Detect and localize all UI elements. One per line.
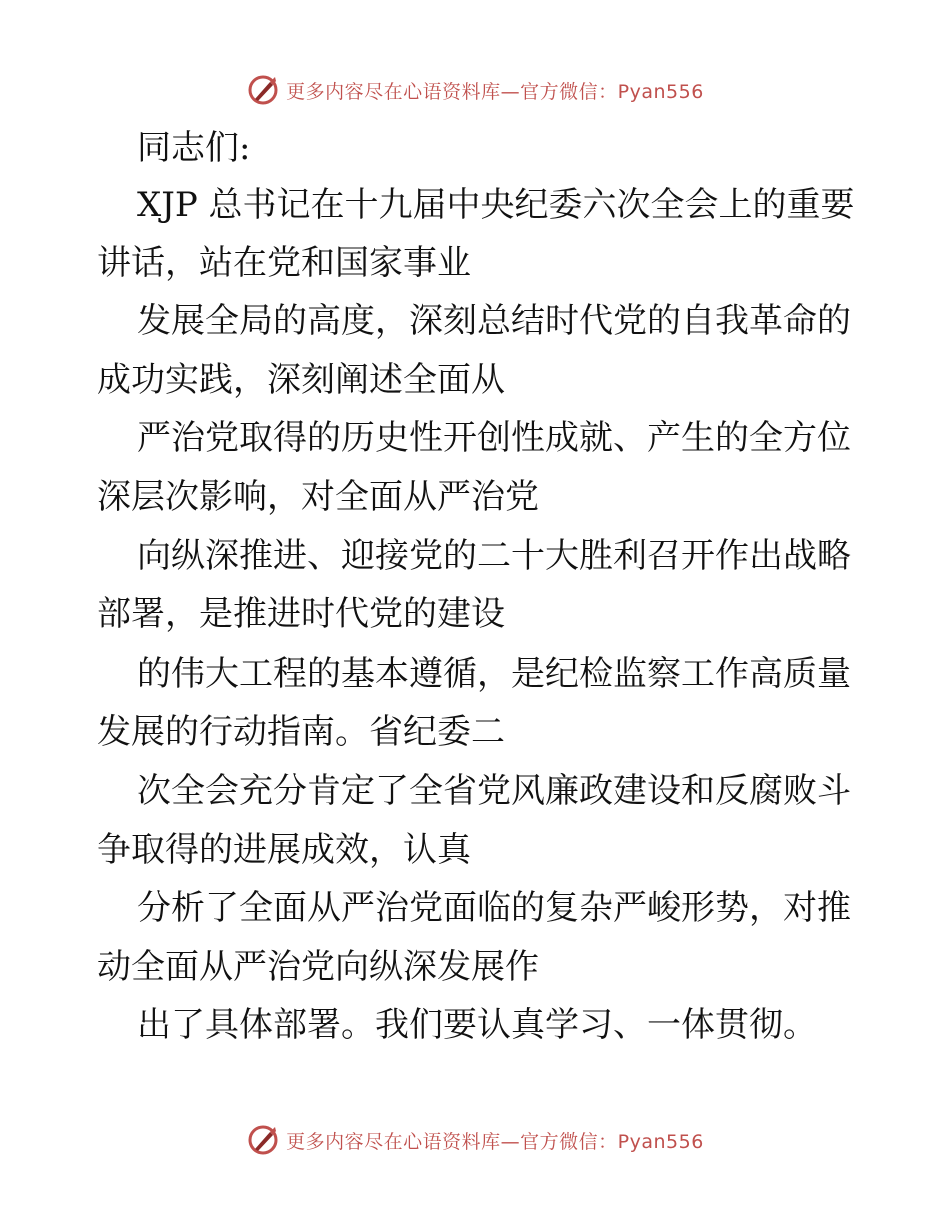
paragraph-line-salutation: 同志们: <box>137 128 251 168</box>
paragraph-line: 分析了全面从严治党面临的复杂严峻形势，对推 <box>137 888 851 928</box>
paragraph-line: 成功实践，深刻阐述全面从 <box>97 360 505 400</box>
paragraph-line: 出了具体部署。我们要认真学习、一体贯彻。 <box>137 1005 817 1045</box>
paragraph-line: 部署，是推进时代党的建设 <box>97 594 505 634</box>
paragraph-line: 深层次影响，对全面从严治党 <box>97 477 539 517</box>
footer-banner <box>0 1120 950 1160</box>
paragraph-line: 次全会充分肯定了全省党风廉政建设和反腐败斗 <box>137 771 851 811</box>
quill-pen-logo-icon <box>246 73 280 107</box>
paragraph-line: 争取得的进展成效，认真 <box>97 830 471 870</box>
quill-pen-logo-icon <box>246 1123 280 1157</box>
paragraph-line: 讲话，站在党和国家事业 <box>97 243 471 283</box>
paragraph-line: XJP 总书记在十九届中央纪委六次全会上的重要 <box>137 185 855 225</box>
header-banner <box>0 70 950 110</box>
paragraph-line: 的伟大工程的基本遵循，是纪检监察工作高质量 <box>137 654 851 694</box>
paragraph-line: 向纵深推进、迎接党的二十大胜利召开作出战略 <box>137 536 851 576</box>
header-banner-text: 更多内容尽在心语资料库—官方微信：Pyan556 <box>286 80 704 103</box>
paragraph-line: 发展的行动指南。省纪委二 <box>97 712 505 752</box>
footer-banner-text: 更多内容尽在心语资料库—官方微信：Pyan556 <box>286 1130 704 1153</box>
paragraph-line: 动全面从严治党向纵深发展作 <box>97 947 539 987</box>
paragraph-line: 严治党取得的历史性开创性成就、产生的全方位 <box>137 418 851 458</box>
paragraph-line: 发展全局的高度，深刻总结时代党的自我革命的 <box>137 301 851 341</box>
